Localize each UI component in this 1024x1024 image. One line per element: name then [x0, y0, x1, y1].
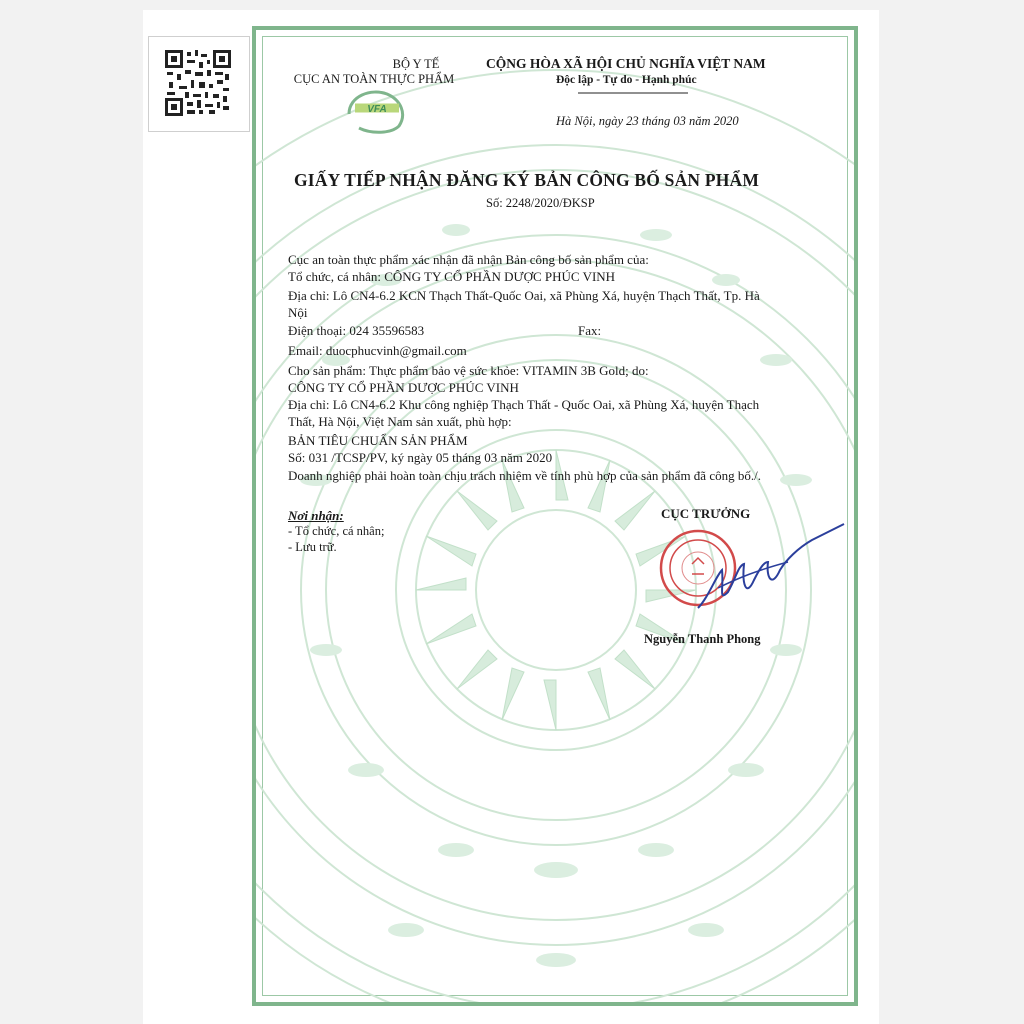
phone-line: Điện thoại: 024 35596583	[288, 323, 425, 338]
email-line: Email: duocphucvinh@gmail.com	[288, 343, 467, 358]
standard-line: BẢN TIÊU CHUẨN SẢN PHẨM	[288, 433, 468, 448]
vfa-logo-icon	[341, 84, 413, 136]
document-title: GIẤY TIẾP NHẬN ĐĂNG KÝ BẢN CÔNG BỐ SẢN PHẨM	[294, 170, 760, 190]
fax-line: Fax:	[578, 323, 602, 338]
recipients-heading: Nơi nhận:	[288, 508, 344, 523]
recipient-item: - Lưu trữ.	[288, 540, 337, 554]
qr-code	[148, 36, 250, 132]
national-motto: Độc lập - Tự do - Hạnh phúc	[556, 74, 697, 86]
handwritten-signature	[688, 518, 848, 628]
organization-line: Tổ chức, cá nhân: CÔNG TY CỔ PHẦN DƯỢC PHÚC VINH	[288, 269, 616, 284]
responsibility-line: Doanh nghiệp phải hoàn toàn chịu trách nhiệm về tính phù hợp của sản phẩm đã công bố./.	[288, 468, 761, 483]
certificate	[252, 26, 858, 1006]
recipient-item: - Tổ chức, cá nhân;	[288, 524, 385, 538]
department-name: CỤC AN TOÀN THỰC PHẨM	[293, 72, 455, 86]
signer-title: CỤC TRƯỞNG	[661, 506, 751, 521]
motto-underline	[578, 92, 688, 95]
manufacturer-line: CÔNG TY CỔ PHẦN DƯỢC PHÚC VINH	[288, 380, 519, 395]
document-number: Số: 2248/2020/ĐKSP	[486, 196, 595, 210]
republic-name: CỘNG HÒA XÃ HỘI CHỦ NGHĨA VIỆT NAM	[486, 56, 766, 71]
intro-line: Cục an toàn thực phẩm xác nhận đã nhận Bản công bố sản phẩm của:	[288, 252, 649, 267]
product-line: Cho sản phẩm: Thực phẩm bảo vệ sức khỏe: VITAMIN 3B Gold; do:	[288, 363, 649, 378]
ministry-name: BỘ Y TẾ	[392, 57, 440, 71]
issue-date: Hà Nội, ngày 23 tháng 03 năm 2020	[556, 114, 739, 128]
qr-code-icon	[165, 50, 231, 116]
signer-name: Nguyễn Thanh Phong	[644, 632, 761, 646]
address-line-2: Nội	[288, 305, 308, 320]
vfa-logo-text: VFA	[367, 104, 387, 115]
standard-number-line: Số: 031 /TCSP/PV, ký ngày 05 tháng 03 năm 2020	[288, 450, 553, 465]
address-line-1: Địa chỉ: Lô CN4-6.2 KCN Thạch Thất-Quốc Oai, xã Phùng Xá, huyện Thạch Thất, Tp. Hà	[288, 288, 760, 303]
manufacturer-address-line-1: Địa chỉ: Lô CN4-6.2 Khu công nghiệp Thạch Thất - Quốc Oai, xã Phùng Xá, huyện Thạch	[288, 397, 760, 412]
manufacturer-address-line-2: Thất, Hà Nội, Việt Nam sản xuất, phù hợp:	[288, 414, 512, 429]
